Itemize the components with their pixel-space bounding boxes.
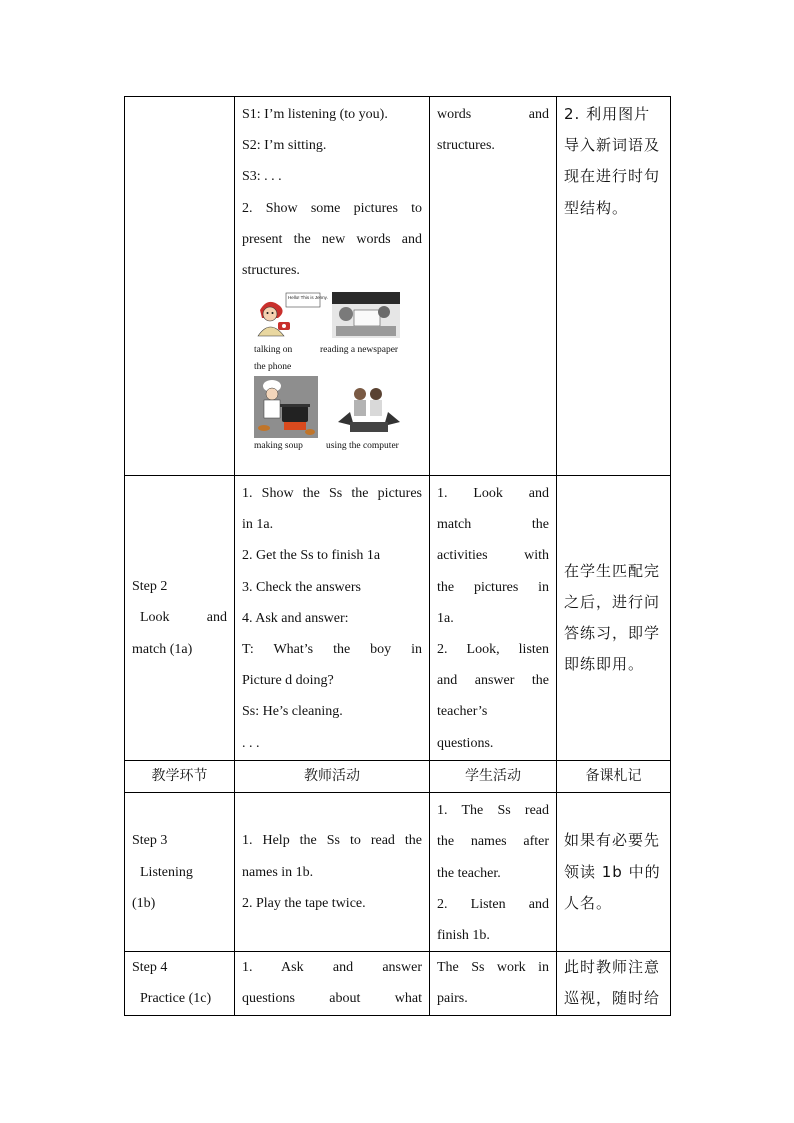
caption: the phone (254, 362, 292, 373)
text-line: Step 3 (132, 833, 168, 849)
text-line: Look and (140, 610, 227, 626)
step-cell (125, 793, 235, 952)
text-line: 导入新词语及 (564, 136, 661, 155)
notes-cell (557, 793, 671, 952)
teacher-activity-cell (235, 97, 430, 476)
text-line: words and (437, 107, 549, 122)
student-activity-cell (430, 97, 557, 476)
text-line: questions about what (242, 991, 422, 1007)
text-line: 1. Look and (437, 486, 549, 501)
teacher-activity-cell (235, 476, 430, 761)
text-line: S3: . . . (242, 169, 282, 185)
text-line: present the new words and (242, 231, 422, 247)
caption: talking on (254, 345, 293, 356)
text-line: finish 1b. (437, 928, 490, 944)
caption: reading a newspaper (320, 345, 399, 356)
text-line: The Ss work in (437, 960, 549, 976)
text-line: 1a. (437, 610, 454, 626)
text-line: 如果有必要先 (564, 831, 661, 850)
text-line: 4. Ask and answer: (242, 610, 349, 626)
text-line: 2. Play the tape twice. (242, 895, 366, 911)
text-line: T: What’s the boy in (242, 642, 422, 658)
text-line: 巡视，随时给 (564, 989, 661, 1008)
text-line: and answer the (437, 673, 549, 689)
text-line: structures. (437, 138, 495, 154)
text-line: questions. (437, 735, 494, 751)
making-soup-picture (254, 376, 318, 438)
text-line: 在学生匹配完 (564, 561, 661, 580)
text-line: 3. Check the answers (242, 579, 361, 595)
text-line: 2. 利用图片 (564, 105, 651, 123)
text-line: 1. Show the Ss the pictures (242, 486, 422, 501)
header-row (125, 761, 671, 793)
header-teacher-activity: 教师活动 (235, 761, 430, 793)
step-cell (125, 952, 235, 1016)
speech-bubble-text: Hello! This is Jenny. (288, 295, 328, 301)
text-line: . . . (242, 735, 260, 751)
text-line: (1b) (132, 895, 156, 911)
text-line: Practice (1c) (140, 991, 212, 1007)
text-line: 1. Ask and answer (242, 960, 422, 976)
text-line: the names after (437, 834, 549, 850)
text-line: in 1a. (242, 517, 274, 533)
text-line: 此时教师注意 (564, 958, 661, 977)
text-line: pairs. (437, 991, 468, 1007)
text-line: Step 4 (132, 960, 168, 976)
notes-cell (557, 952, 671, 1016)
header-student-activity: 学生活动 (430, 761, 557, 793)
caption: using the computer (326, 441, 399, 452)
text-line: S1: I’m listening (to you). (242, 107, 388, 122)
text-line: Step 2 (132, 579, 168, 595)
text-line: 2. Get the Ss to finish 1a (242, 548, 381, 564)
text-line: 现在进行时句 (564, 167, 661, 186)
text-line: activities with (437, 548, 549, 564)
table-row (125, 793, 671, 952)
text-line: Ss: He’s cleaning. (242, 704, 343, 720)
table-row (125, 97, 671, 476)
text-line: 1. Help the Ss to read the (242, 833, 422, 849)
text-line: 型结构。 (564, 198, 629, 217)
text-line: Picture d doing? (242, 673, 334, 689)
student-activity-cell (430, 793, 557, 952)
lesson-plan-table (124, 96, 671, 1016)
activity-pictures (242, 290, 422, 462)
step-cell (125, 476, 235, 761)
text-line: 1. The Ss read (437, 803, 549, 819)
text-line: structures. (242, 263, 300, 279)
text-line: 领读 1b 中的 (564, 862, 661, 881)
student-activity-cell (430, 476, 557, 761)
notes-cell (557, 97, 671, 476)
header-stage: 教学环节 (125, 761, 235, 793)
text-line: teacher’s (437, 704, 488, 720)
reading-newspaper-picture (332, 292, 400, 338)
teacher-activity-cell (235, 952, 430, 1016)
header-notes: 备课札记 (557, 761, 671, 793)
step-cell (125, 97, 235, 476)
table-row (125, 476, 671, 761)
text-line: match (1a) (132, 641, 193, 657)
using-computer-picture (336, 382, 402, 438)
text-line: 2. Listen and (437, 896, 549, 912)
student-activity-cell (430, 952, 557, 1016)
text-line: 2. Look, listen (437, 642, 549, 658)
text-line: 即练即用。 (564, 655, 645, 674)
text-line: the teacher. (437, 865, 501, 881)
text-line: names in 1b. (242, 864, 314, 880)
text-line: Listening (140, 864, 193, 880)
talking-on-phone-picture (252, 292, 328, 340)
text-line: 答练习，即学 (564, 624, 661, 642)
table-row (125, 952, 671, 1016)
text-line: 之后，进行问 (564, 592, 661, 611)
text-line: 人名。 (564, 893, 613, 912)
text-line: the pictures in (437, 579, 549, 595)
caption: making soup (254, 441, 303, 452)
notes-cell (557, 476, 671, 761)
text-line: S2: I’m sitting. (242, 138, 327, 154)
text-line: 2. Show some pictures to (242, 200, 422, 216)
teacher-activity-cell (235, 793, 430, 952)
text-line: match the (437, 517, 549, 533)
